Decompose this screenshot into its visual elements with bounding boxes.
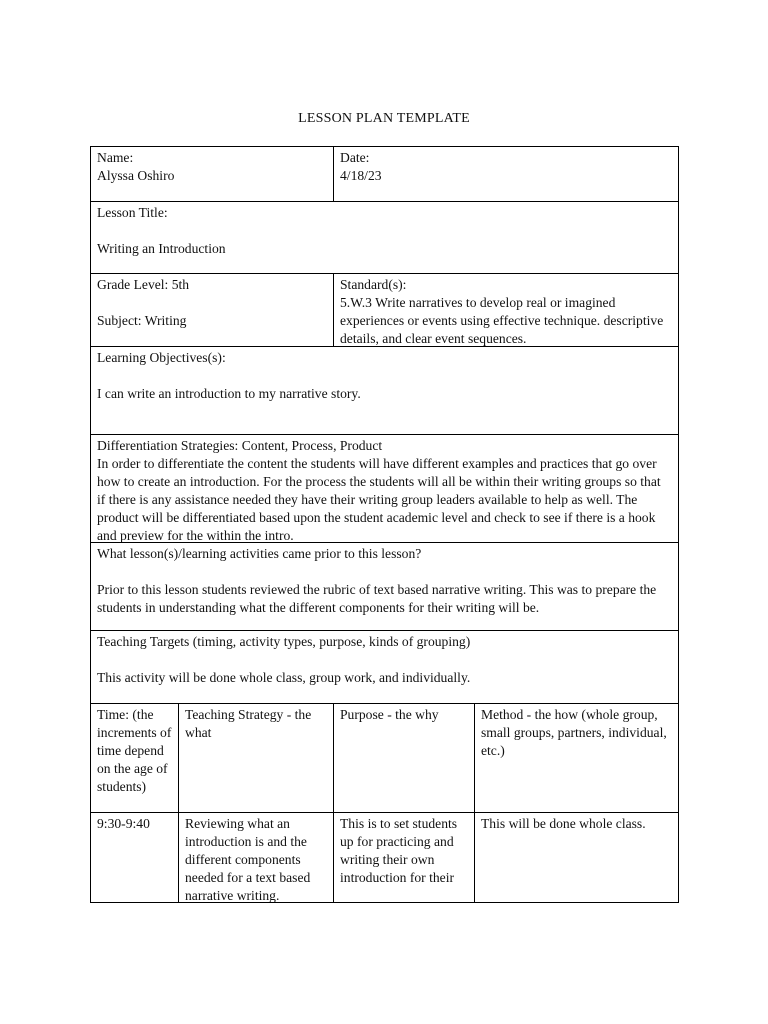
- date-cell: [333, 146, 679, 202]
- learning-objectives-label: Learning Objectives(s):: [97, 350, 226, 365]
- standards-label: Standard(s):: [340, 277, 407, 292]
- prior-lessons-label: What lesson(s)/learning activities came prior to this lesson?: [97, 546, 422, 561]
- schedule-row-purpose: [333, 812, 475, 903]
- prior-lessons-text: Prior to this lesson students reviewed the rubric of text based narrative writing. This was to prepare the students in understanding what the different components for their writing will be.: [97, 582, 657, 615]
- schedule-row-strategy-text: Reviewing what an introduction is and the different components needed for a text based narrative writing.: [185, 816, 311, 903]
- differentiation-text: In order to differentiate the content the students will have different examples and practices that go over how to create an introduction. For the process the students will all be within their writing groups so that if there is any assistance needed they have their writing group leaders available to help as well. The product will be differentiated based upon the student academic level and check to see if there is a hook and preview for the within the intro.: [97, 456, 661, 543]
- standards-cell: [333, 273, 679, 347]
- schedule-header-method: [474, 703, 679, 813]
- schedule-header-method-text: Method - the how (whole group, small groups, partners, individual, etc.): [481, 707, 667, 758]
- name-value: Alyssa Oshiro: [97, 168, 175, 183]
- teaching-targets-text: This activity will be done whole class, group work, and individually.: [97, 670, 471, 685]
- schedule-row-method-text: This will be done whole class.: [481, 816, 646, 831]
- date-label: Date:: [340, 150, 370, 165]
- teaching-targets-label: Teaching Targets (timing, activity types, purpose, kinds of grouping): [97, 634, 471, 649]
- date-value: 4/18/23: [340, 168, 382, 183]
- differentiation-label: Differentiation Strategies: Content, Process, Product: [97, 438, 383, 453]
- schedule-header-strategy-text: Teaching Strategy - the what: [185, 707, 312, 740]
- schedule-row-method: [474, 812, 679, 903]
- schedule-header-time-text: Time: (the increments of time depend on the age of students): [97, 707, 172, 794]
- learning-objectives-cell: [90, 346, 679, 435]
- document-title: LESSON PLAN TEMPLATE: [298, 111, 470, 126]
- schedule-row-purpose-text: This is to set students up for practicing and writing their own introduction for their: [340, 816, 458, 885]
- differentiation-cell: [90, 434, 679, 543]
- schedule-row-time: [90, 812, 179, 903]
- schedule-row-strategy: [178, 812, 334, 903]
- lesson-title-value: Writing an Introduction: [97, 241, 226, 256]
- grade-level: Grade Level: 5th: [97, 277, 190, 292]
- subject: Subject: Writing: [97, 313, 187, 328]
- prior-lessons-cell: [90, 542, 679, 631]
- grade-subject-cell: [90, 273, 334, 347]
- standards-text: 5.W.3 Write narratives to develop real or imagined experiences or events using effective technique. descriptive details, and clear event sequences.: [340, 295, 664, 346]
- schedule-row-time-text: 9:30-9:40: [97, 816, 150, 831]
- lesson-title-cell: [90, 201, 679, 274]
- schedule-header-strategy: [178, 703, 334, 813]
- lesson-plan-table: [90, 146, 679, 903]
- learning-objectives-text: I can write an introduction to my narrative story.: [97, 386, 361, 401]
- name-cell: [90, 146, 334, 202]
- lesson-title-label: Lesson Title:: [97, 205, 168, 220]
- schedule-header-purpose: [333, 703, 475, 813]
- schedule-header-time: [90, 703, 179, 813]
- schedule-header-purpose-text: Purpose - the why: [340, 707, 439, 722]
- teaching-targets-cell: [90, 630, 679, 704]
- name-label: Name:: [97, 150, 134, 165]
